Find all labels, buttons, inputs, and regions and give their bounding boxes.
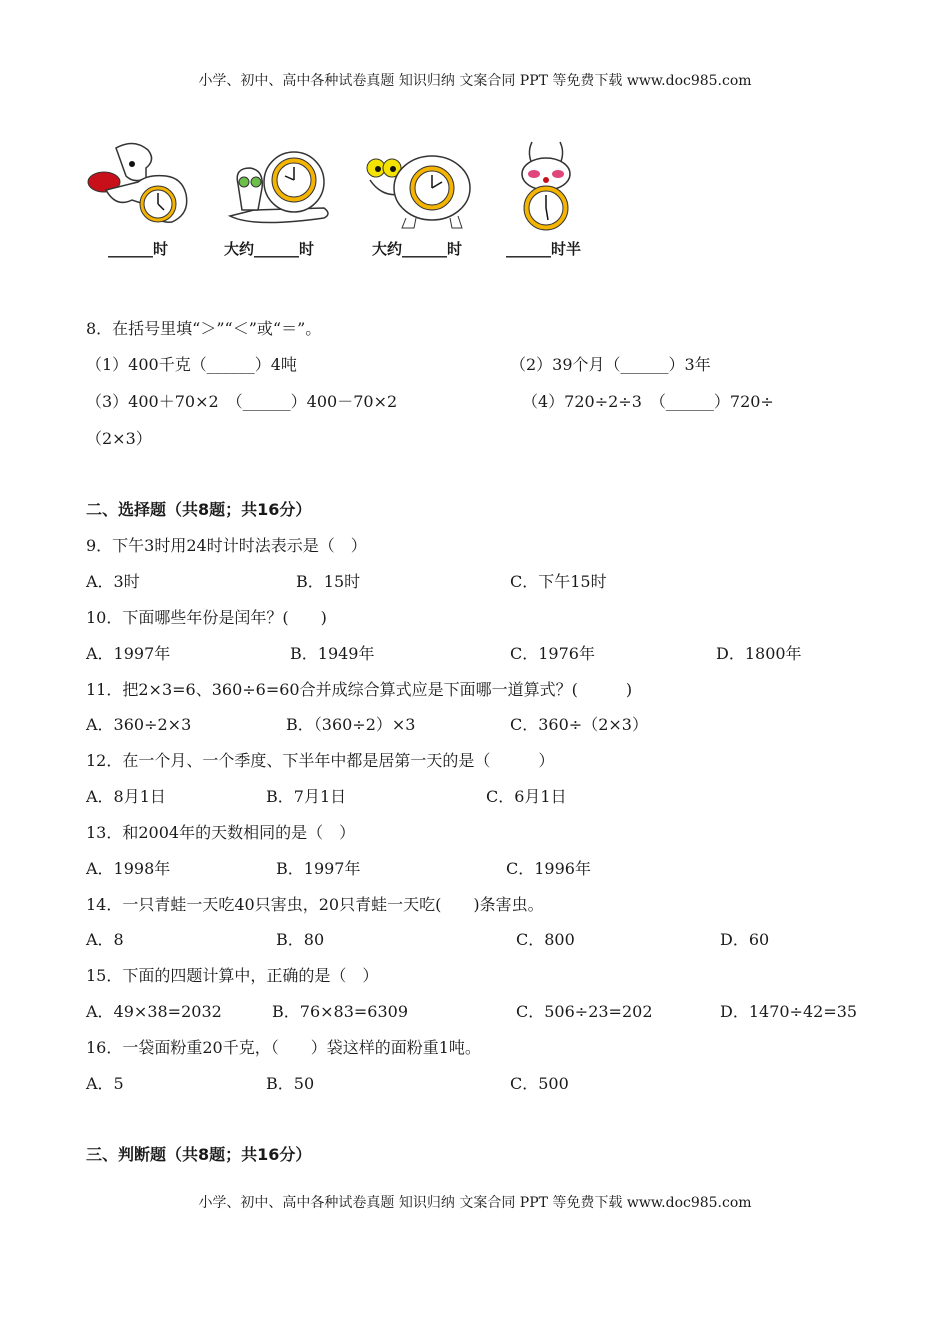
q16-stem: 16．一袋面粉重20千克，（ ）袋这样的面粉重1吨。: [86, 1038, 481, 1057]
q8-stem: 8．在括号里填“＞”“＜”或“＝”。: [86, 319, 322, 338]
q9-stem: 9．下午3时用24时计时法表示是（ ）: [86, 536, 367, 555]
q10-option-b: B．1949年: [290, 644, 375, 663]
q8-item-3: （3）400＋70×2 （______）400－70×2: [86, 392, 398, 411]
q10-option-c: C．1976年: [510, 644, 595, 663]
q11-option-b: B．（360÷2）×3: [286, 715, 416, 734]
q14-option-c: C．800: [516, 930, 575, 949]
q8-item-4-cont: （2×3）: [86, 429, 152, 448]
q16-option-a: A．5: [86, 1074, 124, 1093]
q12-option-c: C．6月1日: [486, 787, 567, 806]
clock-caption-4: ______时半: [506, 240, 582, 258]
q14-stem: 14．一只青蛙一天吃40只害虫，20只青蛙一天吃( )条害虫。: [86, 895, 544, 914]
q15-option-b: B．76×83=6309: [272, 1002, 409, 1021]
clock-caption-3: 大约______时: [372, 240, 463, 258]
q13-option-c: C．1996年: [506, 859, 591, 878]
q13-option-a: A．1998年: [86, 859, 171, 878]
q14-option-d: D．60: [720, 930, 770, 949]
q15-stem: 15．下面的四题计算中，正确的是（ ）: [86, 966, 379, 985]
q13-stem: 13．和2004年的天数相同的是（ ）: [86, 823, 356, 842]
section-3-title: 三、判断题（共8题；共16分）: [86, 1145, 312, 1164]
q8-item-4: （4）720÷2÷3 （______）720÷: [522, 392, 774, 411]
section-2-title: 二、选择题（共8题；共16分）: [86, 500, 312, 519]
q14-option-b: B．80: [276, 930, 325, 949]
clock-caption-1: ______时: [108, 240, 169, 258]
q11-option-a: A．360÷2×3: [86, 715, 192, 734]
clock-caption-2: 大约______时: [224, 240, 315, 258]
q10-stem: 10．下面哪些年份是闰年？( ): [86, 608, 327, 627]
q11-option-c: C．360÷（2×3）: [510, 715, 648, 734]
q8-item-2: （2）39个月（______）3年: [510, 355, 711, 374]
q14-option-a: A．8: [86, 930, 124, 949]
q12-option-b: B．7月1日: [266, 787, 347, 806]
q15-option-c: C．506÷23=202: [516, 1002, 653, 1021]
q15-option-a: A．49×38=2032: [86, 1002, 222, 1021]
q9-option-c: C．下午15时: [510, 572, 607, 591]
rabbit-clock-picture: [502, 138, 602, 234]
q16-option-c: C．500: [510, 1074, 569, 1093]
q12-stem: 12．在一个月、一个季度、下半年中都是居第一天的是（ ）: [86, 751, 555, 770]
page-header: 小学、初中、高中各种试卷真题 知识归纳 文案合同 PPT 等免费下载 www.doc985.com: [198, 73, 752, 89]
turtle-clock-picture: [362, 138, 478, 234]
dog-clock-picture: [86, 138, 198, 234]
q10-option-d: D．1800年: [716, 644, 802, 663]
q15-option-d: D．1470÷42=35: [720, 1002, 858, 1021]
q10-option-a: A．1997年: [86, 644, 171, 663]
snail-clock-picture: [224, 138, 336, 234]
q16-option-b: B．50: [266, 1074, 315, 1093]
q13-option-b: B．1997年: [276, 859, 361, 878]
q8-item-1: （1）400千克（______）4吨: [86, 355, 297, 374]
q12-option-a: A．8月1日: [86, 787, 166, 806]
page-footer: 小学、初中、高中各种试卷真题 知识归纳 文案合同 PPT 等免费下载 www.doc985.com: [198, 1195, 752, 1211]
q11-stem: 11．把2×3=6、360÷6=60合并成综合算式应是下面哪一道算式？( ): [86, 680, 633, 699]
q9-option-b: B．15时: [296, 572, 361, 591]
q9-option-a: A．3时: [86, 572, 140, 591]
